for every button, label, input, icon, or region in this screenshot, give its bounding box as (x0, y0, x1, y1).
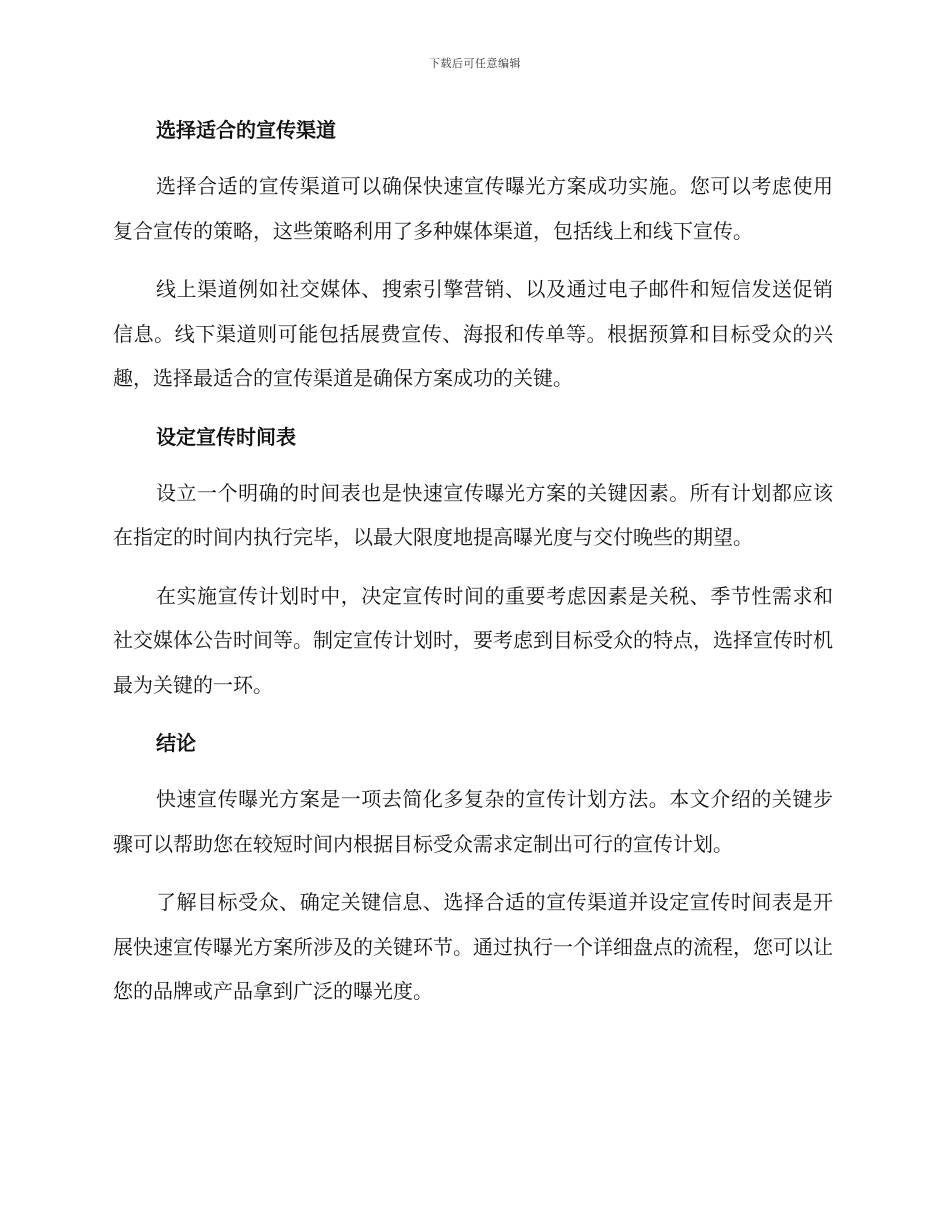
section-heading-channels: 选择适合的宣传渠道 (156, 118, 336, 142)
paragraph: 在实施宣传计划时中，决定宣传时间的重要考虑因素是关税、季节性需求和社交媒体公告时间等。制定宣传计划时，要考虑到目标受众的特点，选择宣传时机最为关键的一环。 (113, 583, 833, 697)
header-note: 下载后可任意编辑 (429, 57, 521, 70)
document-body (113, 108, 833, 1014)
section-heading-timeline: 设定宣传时间表 (156, 424, 296, 449)
section-heading-conclusion: 结论 (156, 731, 196, 755)
paragraph: 设立一个明确的时间表也是快速宣传曝光方案的关键因素。所有计划都应该在指定的时间内执行完毕，以最大限度地提高曝光度与交付晚些的期望。 (113, 480, 833, 549)
paragraph: 快速宣传曝光方案是一项去简化多复杂的宣传计划方法。本文介绍的关键步骤可以帮助您在较短时间内根据目标受众需求定制出可行的宣传计划。 (113, 787, 833, 856)
paragraph: 了解目标受众、确定关键信息、选择合适的宣传渠道并设定宣传时间表是开展快速宣传曝光方案所涉及的关键环节。通过执行一个详细盘点的流程，您可以让您的品牌或产品拿到广泛的曝光度。 (113, 890, 833, 1003)
paragraph: 选择合适的宣传渠道可以确保快速宣传曝光方案成功实施。您可以考虑使用复合宣传的策略，这些策略利用了多种媒体渠道，包括线上和线下宣传。 (113, 174, 833, 243)
paragraph: 线上渠道例如社交媒体、搜索引擎营销、以及通过电子邮件和短信发送促销信息。线下渠道则可能包括展费宣传、海报和传单等。根据预算和目标受众的兴趣，选择最适合的宣传渠道是确保方案成功的关键。 (113, 277, 833, 390)
